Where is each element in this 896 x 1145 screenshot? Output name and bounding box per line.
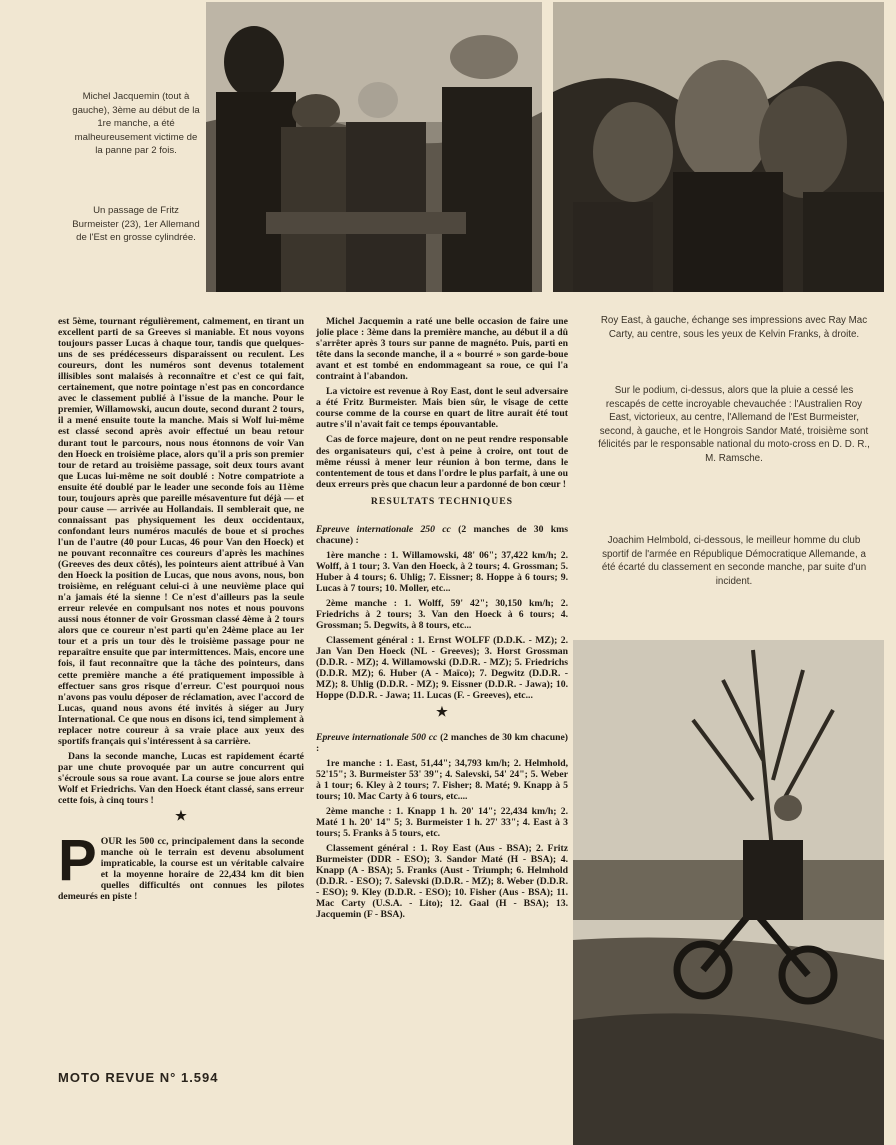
paragraph-500cc: POUR les 500 cc, principalement dans la seconde manche où le terrain est devenu absolument impraticable, la course est un véritable calvaire et la moyenne horaire de 22,434 km dit bien quelles difficultés ont connues les pilotes demeurés en piste ! [58, 828, 304, 903]
caption-jacquemin: Michel Jacquemin (tout à gauche), 3ème au début de la 1re manche, a été malheureusement victime de la panne par 2 fois. [72, 91, 200, 157]
results-250-heat-1: 1ère manche : 1. Willamowski, 48' 06"; 37,422 km/h; 2. Wolff, à 1 tour; 3. Van den Hoeck, à 2 tours; 4. Grossman; 5. Huber à 4 tours; 6. Uhlig; 7. Eissner; 8. Hoppe à 6 tours; 9. Lucas à 7 tours; 10. Moller, etc... [316, 549, 568, 595]
drop-cap: P [58, 828, 97, 894]
caption-podium: Sur le podium, ci-dessus, alors que la pluie a cessé les rescapés de cette incroyable chevauchée : l'Australien Roy East, victorieux, au centre, l'Allemand de l'Est Burmeister, second, à gauche, et le Hongrois Sandor Maté, troisième sont félicités par le responsable national du moto-cross en D. D. R., M. Ramsche. [598, 385, 870, 464]
page-footer: MOTO REVUE N° 1.594 [58, 1070, 219, 1085]
photo-riders-group [206, 2, 542, 292]
paragraph: Cas de force majeure, dont on ne peut rendre responsable des organisateurs qui, c'est à peine à croire, ont tout de même réussi à mener leur réunion à bon terme, dans le contentement de tous et dans l'ordre le plus parfait, à une ou deux erreurs près que chacun leur a pardonné de bon cœur ! [316, 434, 568, 490]
results-500-heat-1: 1re manche : 1. East, 51,44"; 34,793 km/h; 2. Helmhold, 52'15"; 3. Burmeister 53' 39"; 4. Salevski, 54' 24"; 5. Weber à 1 tour; 6. Kley à 2 tours; 7. Fisher; 8. Maté; 9. Knapp à 5 tours; 10. Mac Carty à 6 tours, etc.... [316, 757, 568, 802]
separator-star: ★ [436, 703, 448, 719]
paragraph: Michel Jacquemin a raté une belle occasion de faire une jolie place : 3ème dans la première manche, au début il a dû s'arrêter après 3 tours sur panne de magnéto. Puis, parti en tête dans la seconde manche, il a « bourré » son garde-boue avant et est tombé en endommageant sa roue, ce qui l'a contraint à l'abandon. [316, 316, 568, 383]
caption-helmbold: Joachim Helmbold, ci-dessous, le meilleur homme du club sportif de l'armée en République Démocratique Allemande, a été écarté du classement en seconde manche, par suite d'un incident. [601, 535, 867, 587]
paragraph: Dans la seconde manche, Lucas est rapidement écarté par une chute provoquée par un autre concurrent qui s'écroule sous sa roue avant. La course se joue alors entre Wolf et Friedrichs. Van den Hoeck étant classé, sans erreur cette fois, à cinq tours ! [58, 750, 304, 807]
caption-roy-east: Roy East, à gauche, échange ses impressions avec Ray Mac Carty, au centre, sous les yeux de Kelvin Franks, à droite. [600, 315, 868, 340]
photo-helmbold-riding [573, 640, 884, 1145]
results-250-general: Classement général : 1. Ernst WOLFF (D.D.K. - MZ); 2. Jan Van Den Hoeck (NL - Greeves); 3. Horst Grossman (D.D.R. - MZ); 4. Willamowski (D.D.R. - MZ); 5. Friedrichs (D.D.R. MZ); 6. Huber (A - Maïco); 7. Degwitz (D.D.R. - MZ); 8. Uhlig (D.D.R. - MZ); 9. Eissner (D.D.R. - Jawa); 10. Hoppe (D.D.R. - Jawa; 11. Lucas (F. - Greeves), etc... [316, 635, 568, 702]
separator-star: ★ [175, 808, 187, 824]
results-250-heat-2: 2ème manche : 1. Wolff, 59' 42"; 30,150 km/h; 2. Friedrichs à 2 tours; 3. Van den Hoeck à 6 tours; 4. Grossman; 5. Degwits, à 8 tours, etc... [316, 598, 568, 632]
article-column-1 [58, 316, 304, 906]
paragraph: La victoire est revenue à Roy East, dont le seul adversaire a été Fritz Burmeister. Mais bien sûr, le visage de cette course comme de la course en quart de litre aurait été tout autre s'il n'avait fait ce temps épouvantable. [316, 386, 568, 431]
results-heading: RESULTATS TECHNIQUES [370, 495, 514, 507]
paragraph: est 5ème, tournant régulièrement, calmement, en tirant un excellent parti de sa Greeves si maniable. Et nous voyons toujours passer Lucas à chaque tour, tandis que quelques-uns de ses prédécesseurs disparaissent ou reculent. Les coureurs, dont les numéros sont devenus totalement illisibles sont malaisés à reconnaître et c'est ce qui fait, certainement, que notre pointage n'est pas en concordance avec le classement publié à l'issue de la manche. Pour le premier, Willamowski, aucun doute, second durant 2 tours, il a mené ensuite toute la manche. Mais si Wolf lui-même est classé second après avoir effectué un beau retour durant tout le parcours, nous nous étonnons de voir Van den Hoeck en troisième place, alors qu'il a pris son premier tour de retard au troisième passage, soit deux tours avant que Lucas lui-même ne soit doublé : Notre compatriote a ensuite été doublé par le leader une seconde fois au 11ème tour, toujours après que pareille mésaventure fut déjà — et pour cause — arrivée au Hollandais. Il semblerait que, ne connaissant pas physiquement les deux occidentaux, confondant leurs numéros maculés de boue et si proches l'un de l'autre (40 pour Lucas, 46 pour Van den Hoeck) et ne pouvant reconnaître ces coureurs d'après les machines (Greeves des deux côtés), les pointeurs aient attribué à Van den Hoeck la position de Lucas, que nous avons, nous, bon troisième, en reléguant celui-ci à une neuvième place qui n'a jamais été la sienne ! Ce n'est d'ailleurs pas la seule erreur relevée en compulsant nos notes et nous pouvons aussi nous étonner de voir Grossman classé 4ème à 2 tours alors que ce coureur n'est parti qu'en 24ème place au 1er tour et a pris un tour dès le troisième passage pour ne reparaître ensuite que par intermittences. Mais, encore une fois, il faut reconnaître que la tâche des pointeurs, dans cette première manche a été pratiquement impossible à effectuer sans gros risque d'erreur. C'est pourquoi nous n'avons pas voulu déposer de réclamation, avec l'accord de Lucas, quand nous avons été invités à siéger au Jury International. Ce que nous en disons ici, tend simplement à replacer notre coureur à sa vraie place aux yeux des sportifs français qui s'intéressent à sa carrière. [58, 316, 304, 747]
results-500-general: Classement général : 1. Roy East (Aus - BSA); 2. Fritz Burmeister (DDR - ESO); 3. Sandor Maté (H - BSA); 4. Knapp (A - BSA); 5. Franks (Aust - Triumph; 6. Helmhold (D.D.R. - ESO); 7. Salevski (D.D.R. - MZ); 8. Weber (D.D.R. - ESO); 9. Kley (D.D.R. - ESO); 10. Fisher (Aus - BSA); 11. Mac Carty (U.S.A. - Lito); 12. Gaal (H - BSA); 13. Jacquemin (F - BSA). [316, 843, 568, 921]
race-500-title: Epreuve internationale 500 cc (2 manches de 30 km chacune) : [316, 731, 568, 754]
article-column-2 [316, 316, 568, 924]
results-500-heat-2: 2ème manche : 1. Knapp 1 h. 20' 14"; 22,434 km/h; 2. Maté 1 h. 20' 14" 5; 3. Burmeister 1 h. 27' 33"; 4. East à 3 tours; 5. Franks à 5 tours, etc. [316, 805, 568, 839]
photo-podium [553, 2, 884, 292]
race-250-title: Epreuve internationale 250 cc (2 manches de 30 kms chacune) : [316, 523, 568, 546]
caption-burmeister: Un passage de Fritz Burmeister (23), 1er Allemand de l'Est en grosse cylindrée. [72, 205, 200, 244]
